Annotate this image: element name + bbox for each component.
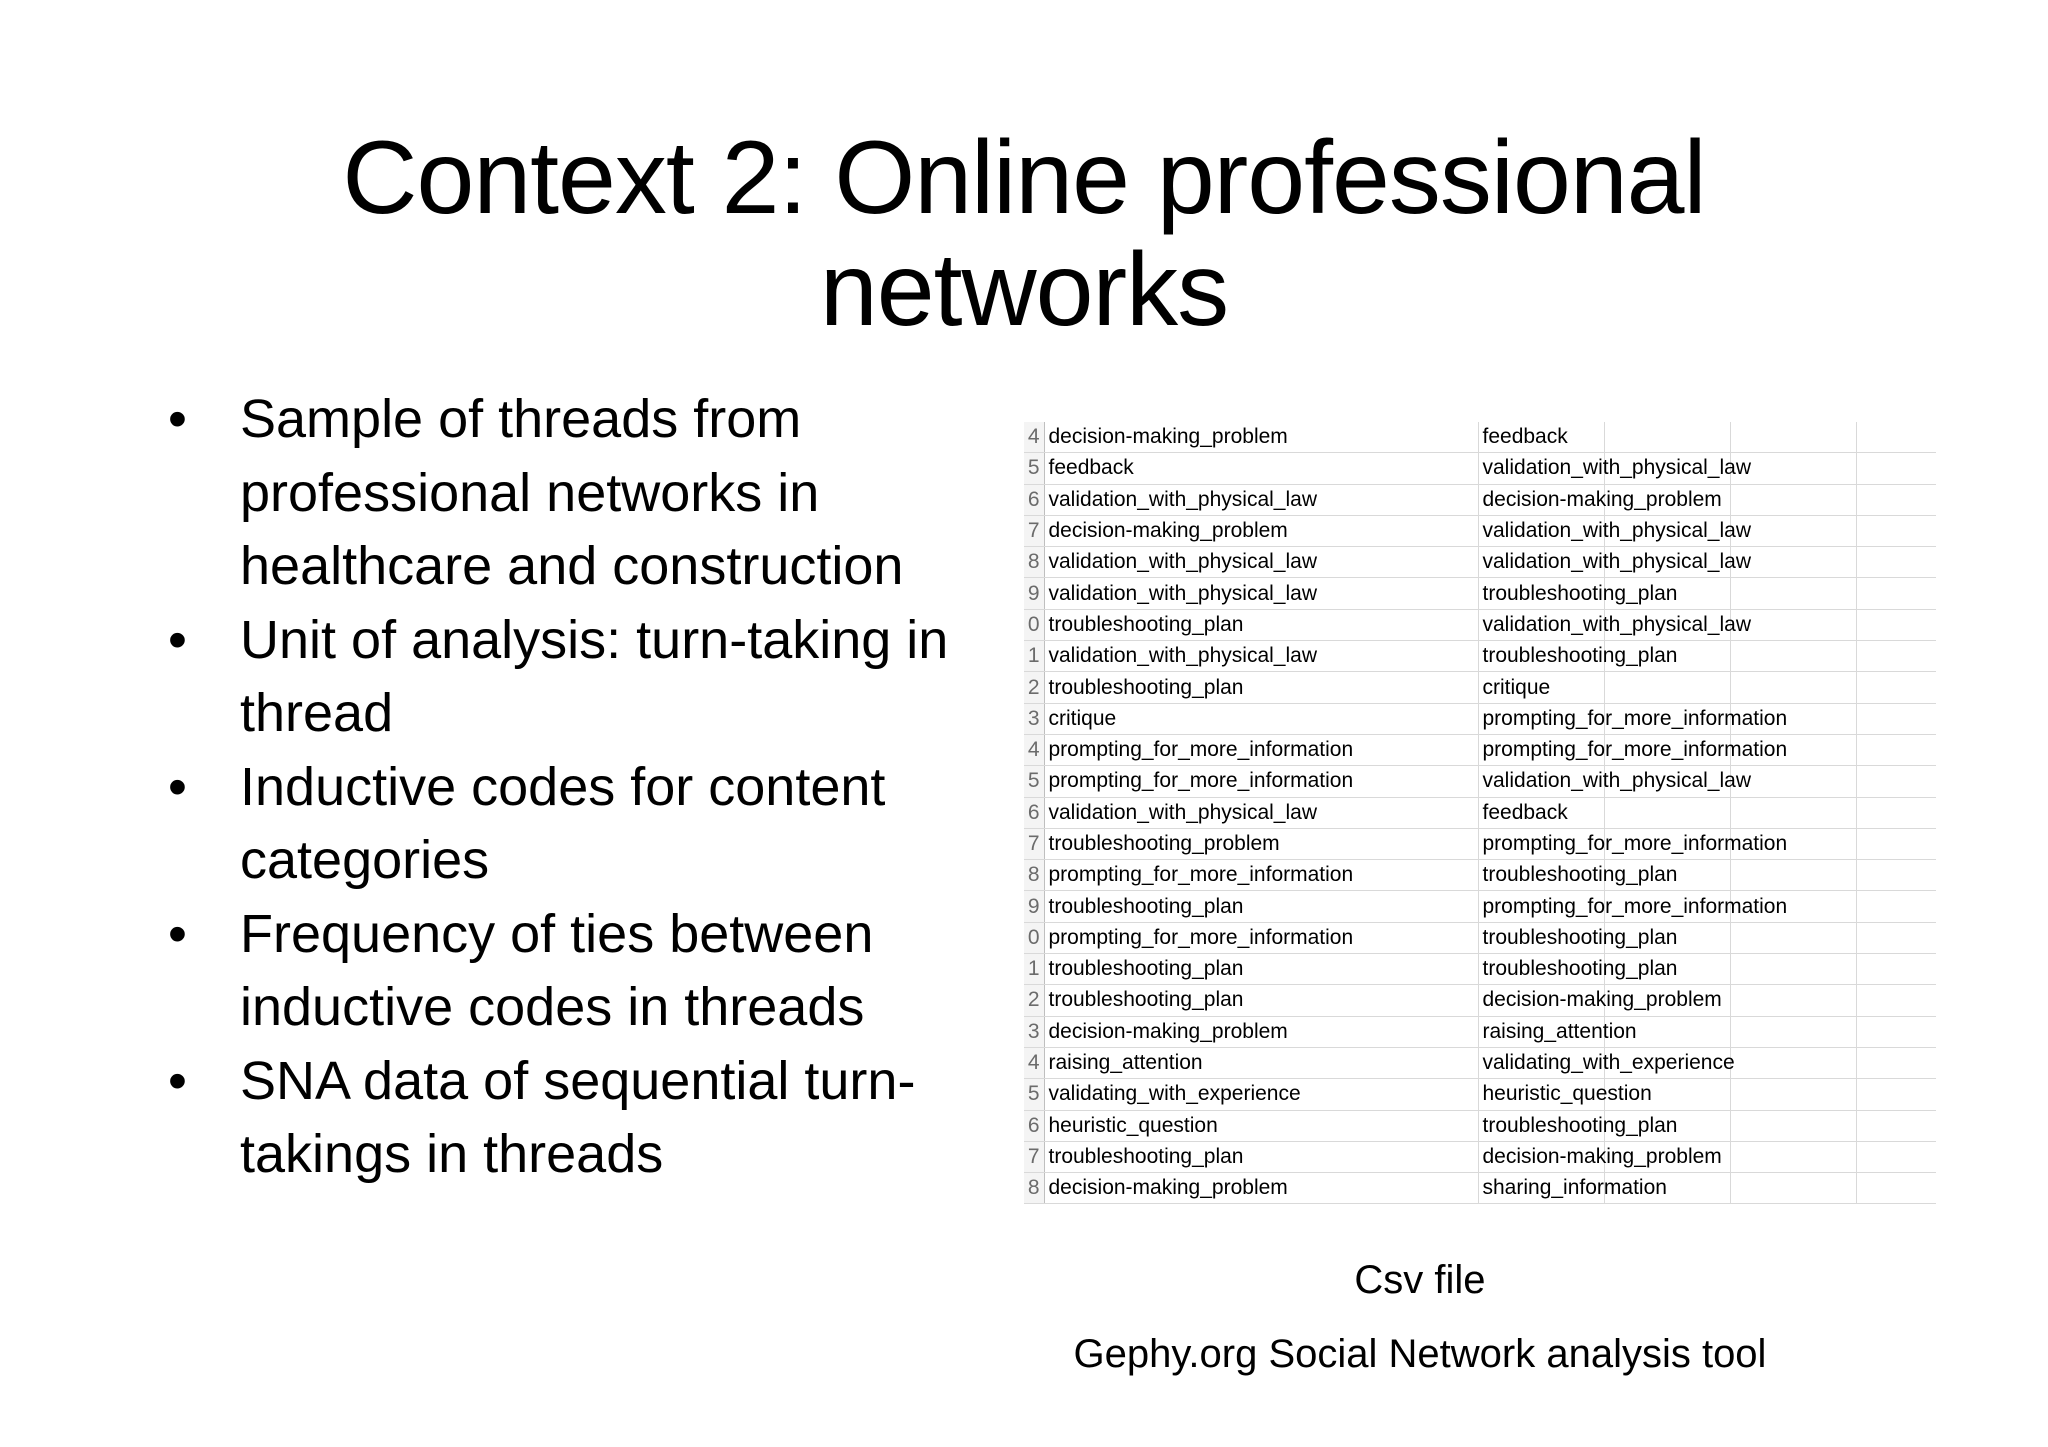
cell-source-code: troubleshooting_plan [1044,1141,1478,1172]
cell-source-code: troubleshooting_plan [1044,672,1478,703]
bullet-text-line: Sample of threads from [240,389,802,449]
cell-target-code: troubleshooting_plan [1478,641,1604,672]
cell-source-code: troubleshooting_problem [1044,828,1478,859]
empty-cell [1730,672,1856,703]
cell-target-code: prompting_for_more_information [1478,828,1604,859]
empty-cell [1856,922,1936,953]
bullet-text-line: Frequency of ties between [240,903,874,964]
row-number: 6 [1024,484,1044,515]
cell-target-code: decision-making_problem [1478,1141,1604,1172]
cell-source-code: prompting_for_more_information [1044,734,1478,765]
cell-target-code: validation_with_physical_law [1478,515,1604,546]
empty-cell [1730,1173,1856,1204]
empty-cell [1856,1079,1936,1110]
caption-gephi-tool: Gephy.org Social Network analysis tool [1073,1332,1767,1376]
table-row [1024,641,1936,672]
bullet-text-line: healthcare and construction [240,536,904,596]
empty-cell [1730,860,1856,891]
row-number: 3 [1024,1016,1044,1047]
cell-target-code: validation_with_physical_law [1478,609,1604,640]
row-number: 8 [1024,547,1044,578]
bullet-text-line: inductive codes in threads [240,977,865,1037]
cell-source-code: heuristic_question [1044,1110,1478,1141]
cell-source-code: decision-making_problem [1044,1173,1478,1204]
cell-target-code: troubleshooting_plan [1478,578,1604,609]
row-number: 8 [1024,860,1044,891]
slide-title-line-2: networks [819,232,1229,348]
empty-cell [1730,484,1856,515]
empty-cell [1856,515,1936,546]
bullet-list [168,383,1008,1192]
row-number: 0 [1024,922,1044,953]
cell-target-code: validation_with_physical_law [1478,766,1604,797]
row-number: 0 [1024,609,1044,640]
cell-target-code: troubleshooting_plan [1478,860,1604,891]
cell-target-code: decision-making_problem [1478,484,1604,515]
empty-cell [1856,484,1936,515]
table-row [1024,985,1936,1016]
empty-cell [1856,891,1936,922]
table-row [1024,860,1936,891]
empty-cell [1730,1016,1856,1047]
csv-spreadsheet-preview [1024,422,1936,1204]
row-number: 5 [1024,453,1044,484]
empty-cell [1856,422,1936,453]
empty-cell [1856,1173,1936,1204]
table-row [1024,578,1936,609]
bullet-item [168,898,1008,1045]
table-row [1024,484,1936,515]
row-number: 8 [1024,1173,1044,1204]
row-number: 4 [1024,734,1044,765]
bullet-text-line: SNA data of sequential turn- [240,1050,916,1111]
table-row [1024,672,1936,703]
bullet-text-line: professional networks in [240,462,820,523]
table-row [1024,954,1936,985]
empty-cell [1856,703,1936,734]
cell-target-code: troubleshooting_plan [1478,1110,1604,1141]
cell-source-code: prompting_for_more_information [1044,922,1478,953]
table-row [1024,1141,1936,1172]
cell-target-code: validating_with_experience [1478,1047,1604,1078]
cell-source-code: decision-making_problem [1044,422,1478,453]
table-row [1024,797,1936,828]
row-number: 7 [1024,1141,1044,1172]
bullet-text-line: thread [240,683,394,743]
empty-cell [1856,578,1936,609]
bullet-item [168,604,1008,751]
table-row [1024,766,1936,797]
cell-target-code: feedback [1478,797,1604,828]
row-number: 1 [1024,641,1044,672]
cell-target-code: sharing_information [1478,1173,1604,1204]
cell-source-code: validating_with_experience [1044,1079,1478,1110]
bullet-dot-icon: • [168,609,187,670]
empty-cell [1730,1110,1856,1141]
cell-source-code: prompting_for_more_information [1044,766,1478,797]
empty-cell [1604,797,1730,828]
empty-cell [1730,1047,1856,1078]
bullet-dot-icon: • [168,389,187,449]
table-row [1024,922,1936,953]
empty-cell [1730,1141,1856,1172]
cell-source-code: critique [1044,703,1478,734]
cell-target-code: validation_with_physical_law [1478,547,1604,578]
empty-cell [1856,1047,1936,1078]
caption-csv-file: Csv file [1354,1258,1486,1302]
empty-cell [1856,954,1936,985]
cell-target-code: prompting_for_more_information [1478,891,1604,922]
cell-source-code: decision-making_problem [1044,1016,1478,1047]
row-number: 4 [1024,1047,1044,1078]
empty-cell [1730,1079,1856,1110]
empty-cell [1856,672,1936,703]
bullet-text-line: Inductive codes for content [240,756,886,817]
empty-cell [1856,547,1936,578]
empty-cell [1730,954,1856,985]
empty-cell [1856,1016,1936,1047]
row-number: 3 [1024,703,1044,734]
table-row [1024,515,1936,546]
empty-cell [1856,766,1936,797]
table-row [1024,609,1936,640]
cell-target-code: troubleshooting_plan [1478,954,1604,985]
bullet-item [168,751,1008,898]
table-row [1024,1079,1936,1110]
slide-title [0,122,2048,346]
empty-cell [1856,797,1936,828]
cell-source-code: feedback [1044,453,1478,484]
table-row [1024,1047,1936,1078]
empty-cell [1856,1110,1936,1141]
cell-source-code: validation_with_physical_law [1044,484,1478,515]
row-number: 5 [1024,1079,1044,1110]
empty-cell [1730,422,1856,453]
table-row [1024,547,1936,578]
empty-cell [1856,734,1936,765]
row-number: 9 [1024,578,1044,609]
cell-target-code: troubleshooting_plan [1478,922,1604,953]
row-number: 1 [1024,954,1044,985]
empty-cell [1856,985,1936,1016]
cell-source-code: decision-making_problem [1044,515,1478,546]
row-number: 4 [1024,422,1044,453]
cell-source-code: raising_attention [1044,1047,1478,1078]
row-number: 2 [1024,985,1044,1016]
table-row [1024,453,1936,484]
cell-target-code: heuristic_question [1478,1079,1604,1110]
bullet-dot-icon: • [168,1050,187,1111]
empty-cell [1730,797,1856,828]
table-row [1024,828,1936,859]
cell-target-code: decision-making_problem [1478,985,1604,1016]
table-row [1024,1173,1936,1204]
row-number: 2 [1024,672,1044,703]
empty-cell [1856,1141,1936,1172]
cell-target-code: feedback [1478,422,1604,453]
bullet-dot-icon: • [168,756,187,817]
cell-source-code: prompting_for_more_information [1044,860,1478,891]
empty-cell [1856,828,1936,859]
cell-target-code: prompting_for_more_information [1478,734,1604,765]
cell-source-code: troubleshooting_plan [1044,954,1478,985]
bullet-text-line: categories [240,830,490,890]
table-row [1024,422,1936,453]
empty-cell [1604,672,1730,703]
table-row [1024,734,1936,765]
cell-target-code: critique [1478,672,1604,703]
bullet-dot-icon: • [168,903,187,964]
empty-cell [1604,422,1730,453]
row-number: 6 [1024,797,1044,828]
cell-source-code: troubleshooting_plan [1044,609,1478,640]
cell-target-code: prompting_for_more_information [1478,703,1604,734]
spreadsheet-body [1024,422,1936,1204]
bullet-text-line: takings in threads [240,1124,664,1184]
empty-cell [1730,641,1856,672]
cell-target-code: raising_attention [1478,1016,1604,1047]
bullet-item [168,383,1008,604]
cell-source-code: validation_with_physical_law [1044,797,1478,828]
bullet-text-line: Unit of analysis: turn-taking in [240,609,949,670]
empty-cell [1856,609,1936,640]
row-number: 7 [1024,828,1044,859]
cell-source-code: troubleshooting_plan [1044,985,1478,1016]
empty-cell [1730,578,1856,609]
cell-target-code: validation_with_physical_law [1478,453,1604,484]
table-row [1024,891,1936,922]
row-number: 7 [1024,515,1044,546]
cell-source-code: troubleshooting_plan [1044,891,1478,922]
empty-cell [1730,985,1856,1016]
row-number: 6 [1024,1110,1044,1141]
table-row [1024,1110,1936,1141]
empty-cell [1856,641,1936,672]
slide-title-line-1: Context 2: Online professional [342,120,1706,236]
cell-source-code: validation_with_physical_law [1044,547,1478,578]
table-row [1024,703,1936,734]
empty-cell [1730,922,1856,953]
cell-source-code: validation_with_physical_law [1044,641,1478,672]
row-number: 9 [1024,891,1044,922]
empty-cell [1856,453,1936,484]
bullet-item [168,1045,1008,1192]
cell-source-code: validation_with_physical_law [1044,578,1478,609]
table-row [1024,1016,1936,1047]
row-number: 5 [1024,766,1044,797]
empty-cell [1856,860,1936,891]
